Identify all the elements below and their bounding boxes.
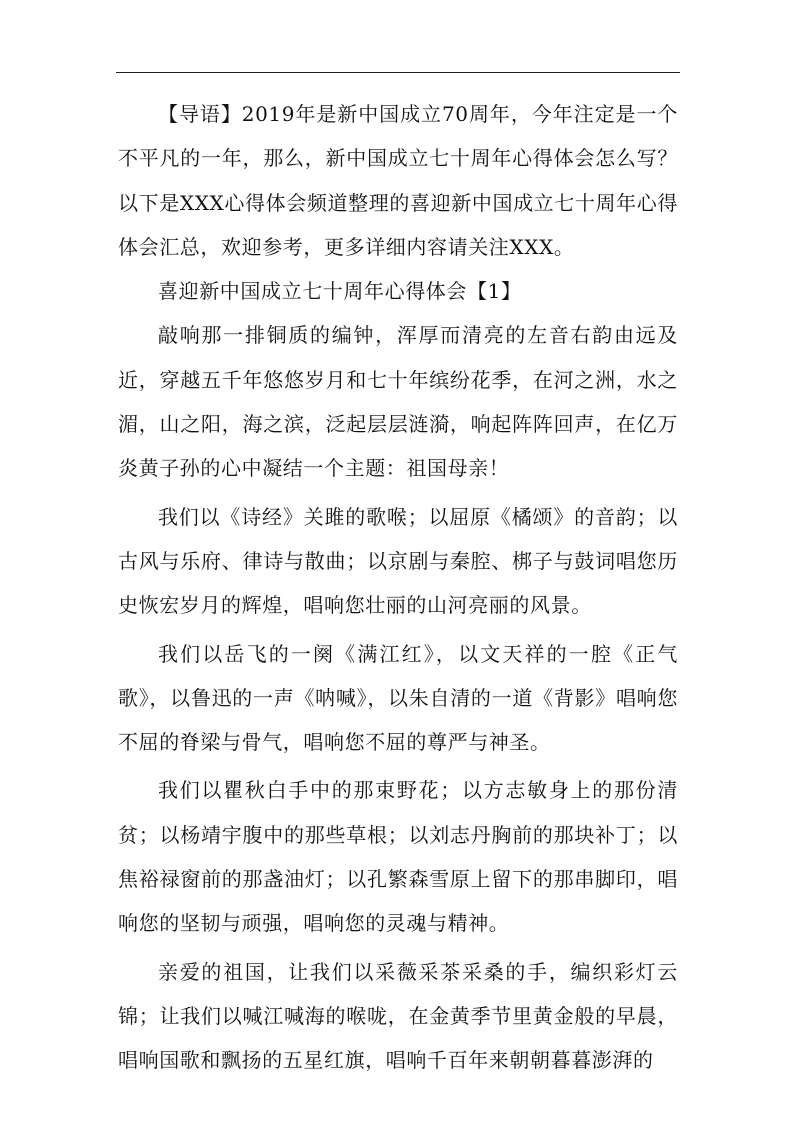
section-heading: 喜迎新中国成立七十周年心得体会【1】 [158,279,522,304]
body-paragraph: 敲响那一排铜质的编钟，浑厚而清亮的左音右韵由远及近，穿越五千年悠悠岁月和七十年缤纷花季，在河之洲，水之湄，山之阳，海之滨，泛起层层涟漪，响起阵阵回声，在亿万炎黄子孙的心中凝结一个主题：祖国母亲！ [118,323,678,481]
header-rule [116,72,680,73]
body-paragraph: 我们以瞿秋白手中的那束野花；以方志敏身上的那份清贫；以杨靖宇腹中的那些草根；以刘志丹胸前的那块补丁；以焦裕禄窗前的那盏油灯；以孔繁森雪原上留下的那串脚印，唱响您的坚韧与顽强，唱响您的灵魂与精神。 [118,778,678,936]
body-paragraph: 我们以岳飞的一阕《满江红》，以文天祥的一腔《正气歌》，以鲁迅的一声《呐喊》，以朱自清的一道《背影》唱响您不屈的脊梁与骨气，唱响您不屈的尊严与神圣。 [118,641,678,755]
document-body [118,92,678,1087]
body-paragraph: 我们以《诗经》关雎的歌喉；以屈原《橘颂》的音韵；以古风与乐府、律诗与散曲；以京剧与秦腔、梆子与鼓词唱您历史恢宏岁月的辉煌，唱响您壮丽的山河亮丽的风景。 [118,504,678,618]
intro-paragraph: 【导语】2019年是新中国成立70周年，今年注定是一个不平凡的一年，那么，新中国成立七十周年心得体会怎么写？以下是XXX心得体会频道整理的喜迎新中国成立七十周年心得体会汇总，欢迎参考，更多详细内容请关注XXX。 [118,102,678,259]
body-paragraph: 亲爱的祖国，让我们以采薇采茶采桑的手，编织彩灯云锦；让我们以喊江喊海的喉咙，在金黄季节里黄金般的早晨，唱响国歌和飘扬的五星红旗，唱响千百年来朝朝暮暮澎湃的 [118,959,678,1073]
